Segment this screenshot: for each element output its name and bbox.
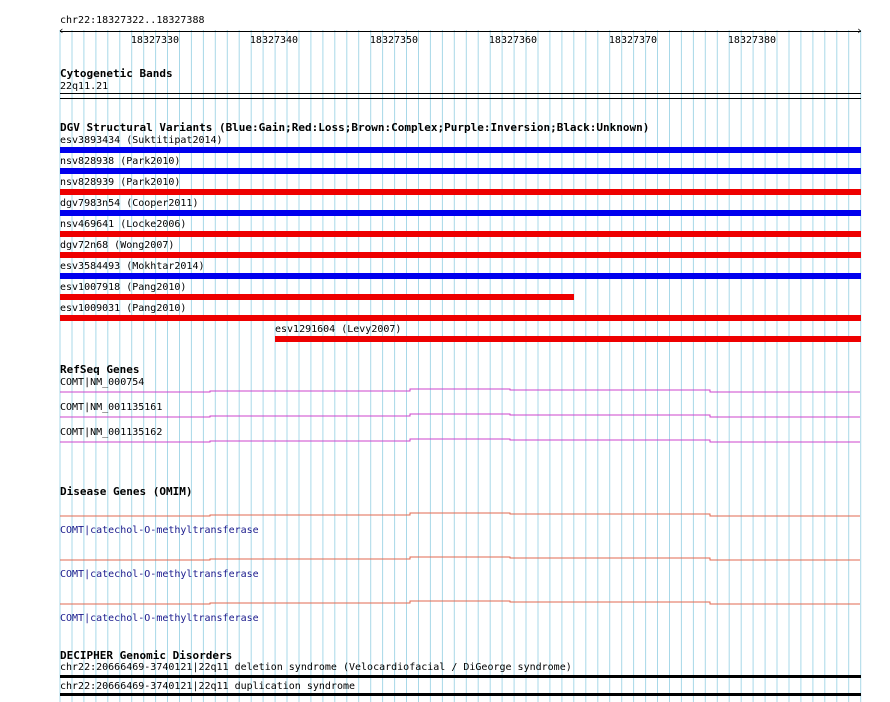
refseq-gene-label[interactable]: COMT|NM_000754 [60, 377, 145, 388]
decipher-disorder-bar[interactable] [60, 675, 861, 678]
ruler-right-arrow-icon: › [856, 24, 863, 37]
refseq-track-title: RefSeq Genes [60, 363, 140, 376]
refseq-gene-label[interactable]: COMT|NM_001135161 [60, 402, 163, 413]
ruler-tick-label: 18327380 [727, 35, 777, 46]
decipher-disorder-label[interactable]: chr22:20666469-3740121|22q11 deletion syndrome (Velocardiofacial / DiGeorge syndrome) [60, 662, 572, 673]
cytoband-label[interactable]: 22q11.21 [60, 81, 109, 92]
variant-label[interactable]: nsv469641 (Locke2006) [60, 219, 187, 230]
variant-label[interactable]: esv3893434 (Suktitipat2014) [60, 135, 223, 146]
omim-gene-line [60, 513, 860, 516]
omim-track-title: Disease Genes (OMIM) [60, 485, 193, 498]
refseq-gene-label[interactable]: COMT|NM_001135162 [60, 427, 163, 438]
variant-label[interactable]: dgv7983n54 (Cooper2011) [60, 198, 199, 209]
omim-gene-label[interactable]: COMT|catechol-O-methyltransferase [60, 525, 259, 536]
ruler-tick-label: 18327340 [249, 35, 299, 46]
ruler-tick-label: 18327370 [608, 35, 658, 46]
variant-label[interactable]: esv1291604 (Levy2007) [275, 324, 402, 335]
ruler-tick-label: 18327350 [369, 35, 419, 46]
variant-label[interactable]: esv1007918 (Pang2010) [60, 282, 187, 293]
variant-label[interactable]: esv1009031 (Pang2010) [60, 303, 187, 314]
ruler-tick-label: 18327330 [130, 35, 180, 46]
decipher-track-title: DECIPHER Genomic Disorders [60, 649, 233, 662]
variant-label[interactable]: dgv72n68 (Wong2007) [60, 240, 175, 251]
region-label: chr22:18327322..18327388 [60, 15, 205, 26]
cytobands-track-title: Cytogenetic Bands [60, 67, 173, 80]
variant-label[interactable]: nsv828938 (Park2010) [60, 156, 181, 167]
decipher-disorder-label[interactable]: chr22:20666469-3740121|22q11 duplication syndrome [60, 681, 356, 692]
ruler-left-arrow-icon: ‹ [58, 24, 65, 37]
variant-label[interactable]: esv3584493 (Mokhtar2014) [60, 261, 205, 272]
omim-gene-label[interactable]: COMT|catechol-O-methyltransferase [60, 569, 259, 580]
ruler-tick-label: 18327360 [488, 35, 538, 46]
variant-label[interactable]: nsv828939 (Park2010) [60, 177, 181, 188]
dgv-track-title: DGV Structural Variants (Blue:Gain;Red:Loss;Brown:Complex;Purple:Inversion;Black:Unknown) [60, 121, 650, 134]
omim-gene-line [60, 601, 860, 604]
omim-gene-line [60, 557, 860, 560]
omim-gene-label[interactable]: COMT|catechol-O-methyltransferase [60, 613, 259, 624]
decipher-disorder-bar[interactable] [60, 693, 861, 696]
